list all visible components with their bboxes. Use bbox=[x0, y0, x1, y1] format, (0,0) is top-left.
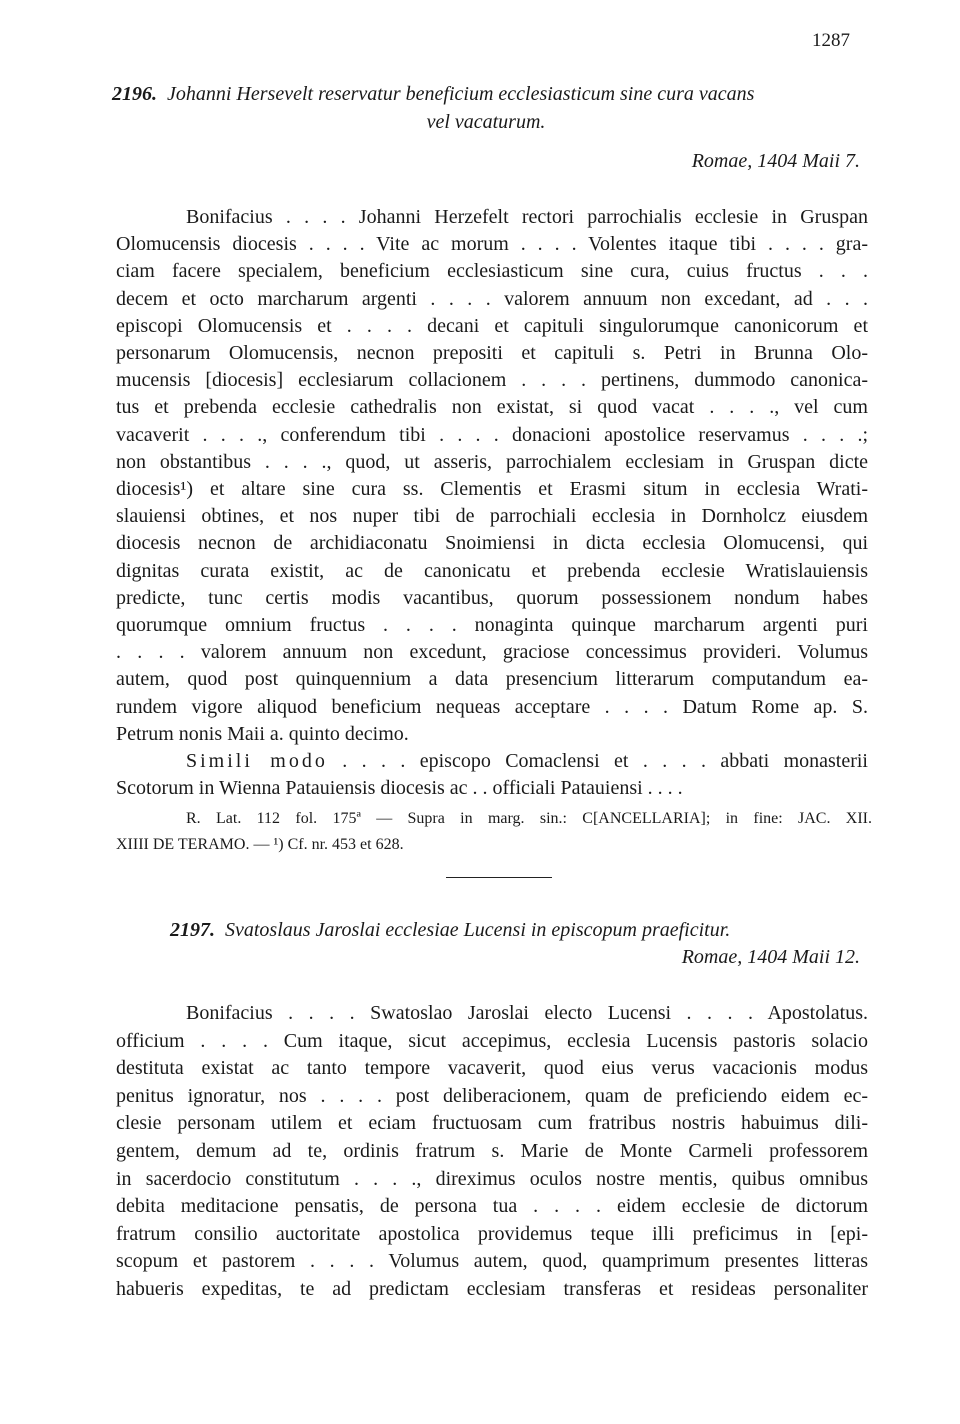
text-line: officium . . . . Cum itaque, sicut accepimus, ecclesia Lucensis pastoris solacio bbox=[116, 1029, 868, 1052]
text-line: scopum et pastorem . . . . Volumus autem, quod, quamprimum presentes litteras bbox=[116, 1250, 868, 1273]
text-line: clesie personam utilem et eciam fructuosam cum fratribus nostris habuimus dili- bbox=[116, 1112, 868, 1135]
simili-rest: . . . . episcopo Comaclensi et . . . . abbati monasterii bbox=[327, 750, 868, 773]
entry-title-line2: vel vacaturum. bbox=[426, 111, 546, 133]
text-line: slauiensi obtines, et nos nuper tibi de parrochiali ecclesia in Dornholcz eiusdem bbox=[116, 505, 868, 528]
entry-2197-heading bbox=[170, 916, 860, 969]
text-line: vacaverit . . . ., conferendum tibi . . . . donacioni apostolice reservamus . . . .; bbox=[116, 423, 868, 446]
text-line: . . . . valorem annuum non excedunt, graciose concessimus provideri. Volumus bbox=[116, 641, 868, 664]
text-line: Olomucensis diocesis . . . . Vite ac morum . . . . Volentes itaque tibi . . . . gra- bbox=[116, 233, 868, 256]
text-line: fratrum consilio auctoritate apostolica providemus teque illi preficimus in [epi- bbox=[116, 1222, 868, 1245]
text-line: rundem vigore aliquod beneficium nequeas acceptare . . . . Datum Rome ap. S. bbox=[116, 695, 868, 718]
simili-line bbox=[116, 748, 868, 775]
note-line: XIIII DE TERAMO. — ¹) Cf. nr. 453 et 628. bbox=[116, 836, 404, 853]
text-line: personarum Olomucensis, necnon prepositi et capituli s. Petri in Brunna Olo- bbox=[116, 342, 868, 365]
entry-title-line1: Johanni Hersevelt reservatur beneficium ecclesiasticum sine cura vacans bbox=[167, 83, 755, 105]
text-line: decem et octo marcharum argenti . . . . valorem annuum non excedant, ad . . . bbox=[116, 287, 868, 310]
text-line: predicte, tunc certis modis vacantibus, quorum possessionem nondum habes bbox=[116, 586, 868, 609]
text-line: destituta existat ac tanto tempore vacaverit, quod eius verus vacacionis modus bbox=[116, 1057, 868, 1080]
entry-2197-body bbox=[116, 1000, 868, 1304]
text-line: diocesis necnon de archidiaconatu Snoimiensi in dicta ecclesia Olomucensi, qui bbox=[116, 532, 868, 555]
simili-word: Simili modo bbox=[186, 750, 328, 773]
text-line: episcopi Olomucensis et . . . . decani et capituli singulorumque canonicorum et bbox=[116, 314, 868, 337]
section-divider bbox=[446, 877, 552, 878]
text-line: Petrum nonis Maii a. quinto decimo. bbox=[116, 722, 409, 745]
page-number: 1287 bbox=[812, 30, 850, 51]
text-line: debita meditacione pensatis, de persona tua . . . . eidem ecclesie de dictorum bbox=[116, 1195, 868, 1218]
entry-2196-body bbox=[116, 204, 868, 802]
text-line: ciam facere specialem, beneficium ecclesiasticum sine cura, cuius fructus . . . bbox=[116, 260, 868, 283]
simili-line-2: Scotorum in Wienna Patauiensis diocesis ac . . officiali Patauiensi . . . . bbox=[116, 777, 683, 800]
text-line: autem, quod post quinquennium a data presencium litterarum computandum ea- bbox=[116, 668, 868, 691]
text-line: Bonifacius . . . . Johanni Herzefelt rectori parrochialis ecclesie in Gruspan bbox=[186, 206, 868, 228]
text-line: gentem, demum ad te, ordinis fratrum s. Marie de Monte Carmeli professorem bbox=[116, 1139, 868, 1162]
note-line: R. Lat. 112 fol. 175ª — Supra in marg. sin.: C[ANCELLARIA]; in fine: JAC. XII. bbox=[186, 810, 872, 827]
entry-number: 2197. bbox=[170, 919, 215, 941]
text-line: penitus ignoratur, nos . . . . post deliberacionem, quam de preficiendo eidem ec- bbox=[116, 1084, 868, 1107]
entry-date: Romae, 1404 Maii 12. bbox=[681, 946, 860, 968]
entry-2196-notes bbox=[116, 806, 872, 858]
text-line: mucensis [diocesis] ecclesiarum collacionem . . . . pertinens, dummodo canonica- bbox=[116, 369, 868, 392]
entry-title-text: Svatoslaus Jaroslai ecclesiae Lucensi in episcopum praeficitur. bbox=[225, 919, 731, 941]
text-line: in sacerdocio constitutum . . . ., direximus oculos nostre mentis, quibus omnibus bbox=[116, 1167, 868, 1190]
entry-date: Romae, 1404 Maii 7. bbox=[691, 150, 860, 172]
text-line: Bonifacius . . . . Swatoslao Jaroslai electo Lucensi . . . . Apostolatus. bbox=[186, 1002, 868, 1024]
entry-title bbox=[170, 916, 860, 944]
text-line: diocesis¹) et altare sine cura ss. Clementis et Erasmi situm in ecclesia Wrati- bbox=[116, 478, 868, 501]
text-line: tus et prebenda ecclesie cathedralis non existat, si quod vacat . . . ., vel cum bbox=[116, 396, 868, 419]
entry-2196-heading bbox=[112, 80, 860, 173]
text-line: non obstantibus . . . ., quod, ut asseris, parrochialem ecclesiam in Gruspan dicte bbox=[116, 450, 868, 473]
entry-number: 2196. bbox=[112, 83, 157, 105]
text-line: quorumque omnium fructus . . . . nonaginta quinque marcharum argenti puri bbox=[116, 614, 868, 637]
entry-title bbox=[112, 80, 860, 108]
text-line: dignitas curata existit, ac de canonicatu et prebenda ecclesie Wratislauiensis bbox=[116, 559, 868, 582]
text-line: habueris expeditas, te ad predictam ecclesiam transferas et resideas personaliter bbox=[116, 1277, 868, 1300]
